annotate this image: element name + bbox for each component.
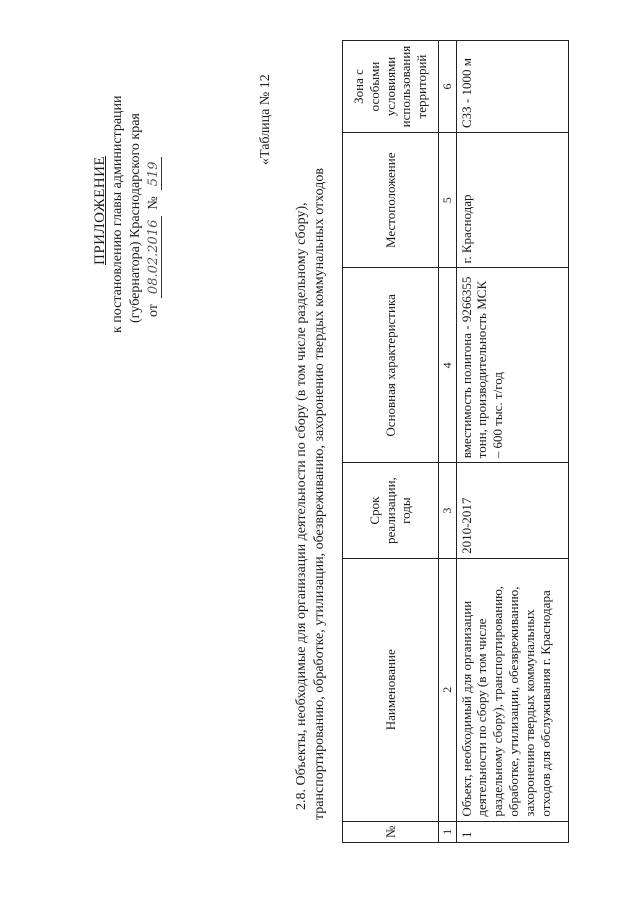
- row-number: 1: [456, 821, 568, 842]
- number-label: №: [146, 196, 161, 210]
- section-heading-line-1: 2.8. Объекты, необходимые для организации деятельности по сбору (в том числе раздельному сбору),: [294, 202, 309, 810]
- handwritten-date: 08.02.2016: [146, 216, 162, 298]
- row-zone: СЗЗ - 1000 м: [456, 41, 568, 133]
- appendix-date-line: [146, 157, 162, 317]
- section-heading-line-2: транспортированию, обработке, утилизации, обезвреживанию, захоронению твердых коммунальных отходов: [312, 168, 327, 820]
- row-period: 2010-2017: [456, 463, 568, 559]
- header-period: Срок реализации, годы: [343, 463, 439, 559]
- column-number: 5: [439, 133, 457, 268]
- column-number: 6: [439, 41, 457, 133]
- column-number: 4: [439, 268, 457, 463]
- header-location: Местоположение: [343, 133, 439, 268]
- header-name: Наименование: [343, 558, 439, 821]
- date-prefix: от: [146, 304, 161, 317]
- appendix-title: ПРИЛОЖЕНИЕ: [92, 155, 108, 265]
- column-number: 1: [439, 821, 457, 842]
- column-number: 2: [439, 558, 457, 821]
- column-numbers-row: [439, 41, 457, 843]
- table-header-row: [343, 41, 439, 843]
- appendix-line-2: (губернатора) Краснодарского края: [128, 113, 143, 323]
- table-reference: «Таблица № 12: [258, 74, 273, 165]
- header-number: №: [343, 821, 439, 842]
- objects-table: [342, 40, 569, 843]
- row-location: г. Краснодар: [456, 133, 568, 268]
- table-row: [456, 41, 568, 843]
- appendix-line-1: к постановлению главы администрации: [110, 95, 125, 333]
- column-number: 3: [439, 463, 457, 559]
- row-characteristic: вместимость полигона - 9266355 тонн, производительность МСК – 600 тыс. т/год: [456, 268, 568, 463]
- row-name: Объект, необходимый для организации деятельности по сбору (в том числе раздельному сбору), транспортированию, обработке, утилизации, обезвреживанию, захоронению твердых коммунальных отходов для обслуживания г. Краснодара: [456, 558, 568, 821]
- header-characteristic: Основная характеристика: [343, 268, 439, 463]
- header-zone: Зона с особыми условиями использования территорий: [343, 41, 439, 133]
- handwritten-number: 519: [146, 157, 162, 190]
